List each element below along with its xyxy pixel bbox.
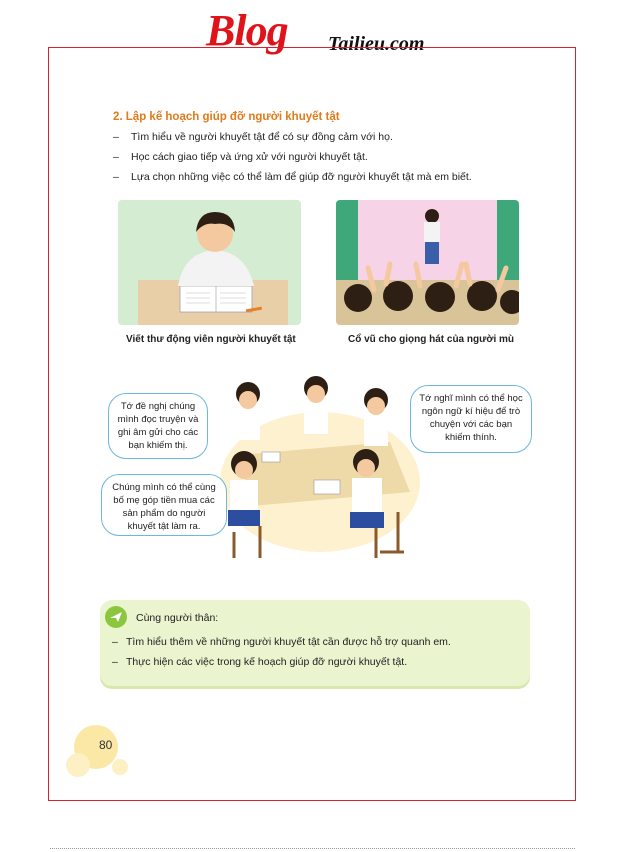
illustration-group-discussion: [220, 372, 420, 567]
speech-bubble-right: Tớ nghĩ mình có thể học ngôn ngữ kí hiệu để trò chuyện với các bạn khiếm thính.: [410, 385, 532, 453]
activity-list: [112, 632, 451, 672]
logo-brand: Blog: [206, 6, 288, 55]
illustration-boy-writing: [118, 200, 301, 325]
logo-suffix: Tailieu.com: [328, 33, 425, 55]
bullet-item: – Tìm hiểu về người khuyết tật để có sự đồng cảm với họ.: [113, 131, 393, 143]
paper-plane-icon: [105, 606, 127, 628]
activity-item: – Thực hiện các việc trong kế hoạch giúp đỡ người khuyết tật.: [112, 656, 408, 668]
speech-bubble-top-left: Tớ đề nghị chúng mình đọc truyện và ghi âm gửi cho các bạn khiếm thị.: [108, 393, 208, 459]
activity-item: – Tìm hiểu thêm về những người khuyết tật cần được hỗ trợ quanh em.: [112, 636, 451, 648]
bullet-item: – Lựa chọn những việc có thể làm để giúp đỡ người khuyết tật mà em biết.: [113, 171, 472, 183]
page-number: 80: [99, 738, 113, 752]
activity-heading: Cùng người thân:: [136, 612, 219, 624]
bullet-item: – Học cách giao tiếp và ứng xử với người khuyết tật.: [113, 151, 368, 163]
bullet-list: [113, 128, 472, 188]
section-title: 2. Lập kế hoạch giúp đỡ người khuyết tật: [113, 111, 340, 123]
footer-line: [0, 838, 625, 852]
caption-right: Cổ vũ cho giọng hát của người mù: [348, 334, 515, 345]
speech-bubble-bottom-left: Chúng mình có thể cùng bố mẹ góp tiền mua các sản phẩm do người khuyết tật làm ra.: [101, 474, 227, 536]
activity-panel: [100, 600, 530, 686]
illustration-audience-cheering: [336, 200, 519, 325]
caption-left: Viết thư động viên người khuyết tật: [126, 334, 296, 345]
